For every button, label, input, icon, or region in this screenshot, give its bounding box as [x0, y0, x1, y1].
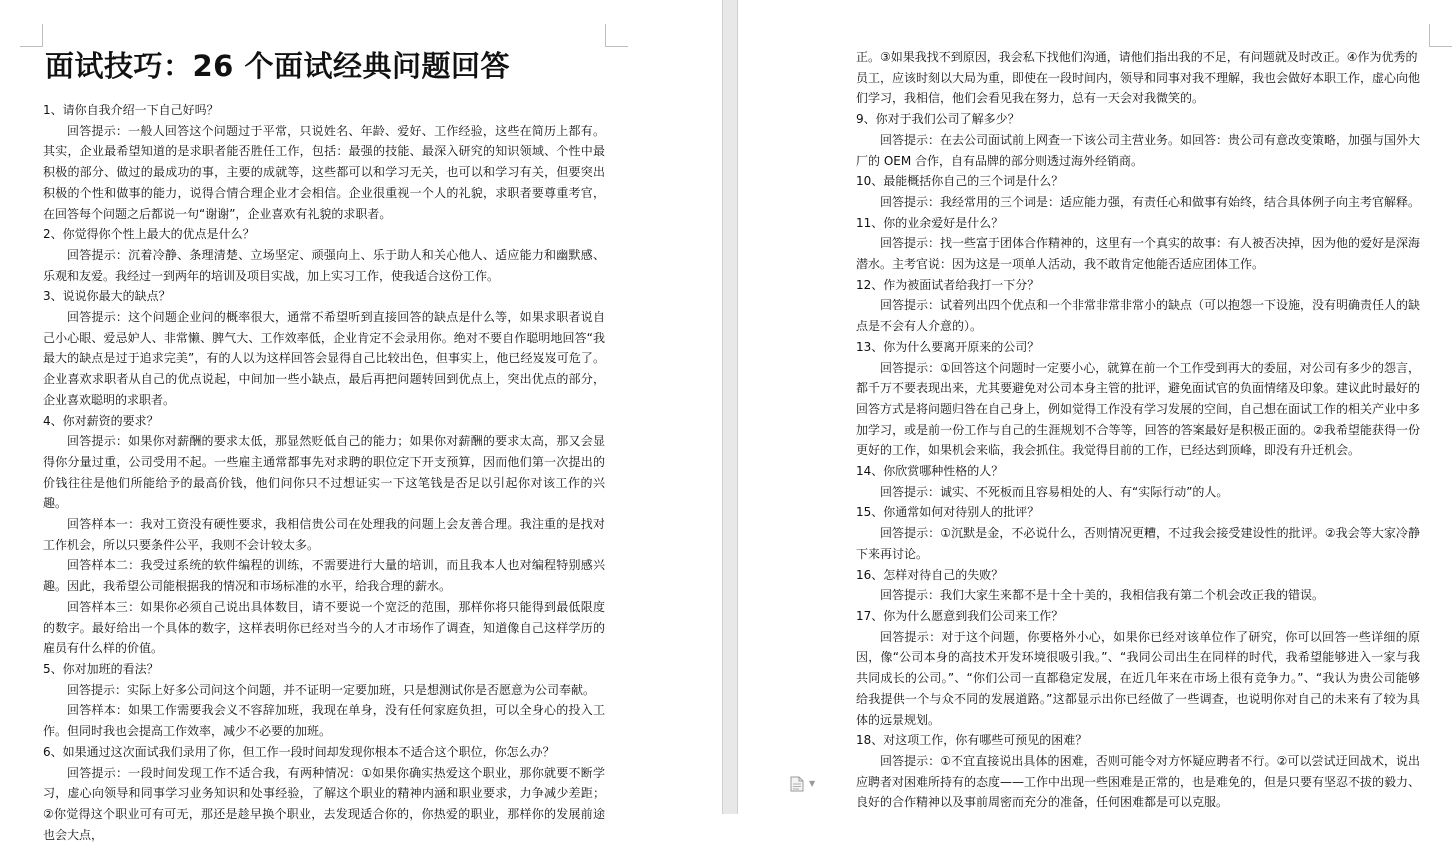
- paragraph: 回答样本三：如果你必须自己说出具体数目，请不要说一个宽泛的范围，那样你将只能得到最低限度的数字。最好给出一个具体的数字，这样表明你已经对当今的人才市场作了调查，知道像自己这样学历的雇员有什么样的价值。: [43, 597, 605, 659]
- paragraph: 回答提示：在去公司面试前上网查一下该公司主营业务。如回答：贵公司有意改变策略，加强与国外大厂的 OEM 合作，自有品牌的部分则透过海外经销商。: [856, 130, 1420, 171]
- question-heading: 5、你对加班的看法？: [43, 659, 605, 680]
- document-icon[interactable]: [790, 776, 804, 792]
- paragraph: 回答提示：一段时间发现工作不适合我，有两种情况：①如果你确实热爱这个职业，那你就要不断学习，虚心向领导和同事学习业务知识和处事经验，了解这个职业的精神内涵和职业要求，力争减少差距；②你觉得这个职业可有可无，那还是趁早换个职业，去发现适合你的，你热爱的职业，那样你的发展前途也会大点，: [43, 763, 605, 845]
- paragraph: 回答提示：一般人回答这个问题过于平常，只说姓名、年龄、爱好、工作经验，这些在简历上都有。其实，企业最希望知道的是求职者能否胜任工作，包括：最强的技能、最深入研究的知识领域、个性中最积极的部分、做过的最成功的事，主要的成就等，这些都可以和学习无关，也可以和学习有关，但要突出积极的个性和做事的能力，说得合情合理企业才会相信。企业很重视一个人的礼貌，求职者要尊重考官，在回答每个问题之后都说一句“谢谢”，企业喜欢有礼貌的求职者。: [43, 121, 605, 225]
- document-title: 面试技巧：26 个面试经典问题回答: [45, 46, 605, 86]
- question-heading: 17、你为什么愿意到我们公司来工作？: [856, 606, 1420, 627]
- question-heading: 18、对这项工作，你有哪些可预见的困难？: [856, 730, 1420, 751]
- question-heading: 6、如果通过这次面试我们录用了你，但工作一段时间却发现你根本不适合这个职位，你怎么办？: [43, 742, 605, 763]
- question-heading: 13、你为什么要离开原来的公司？: [856, 337, 1420, 358]
- paragraph: 回答提示：我经常用的三个词是：适应能力强，有责任心和做事有始终，结合具体例子向主考官解释。: [856, 192, 1420, 213]
- page-body: [43, 100, 605, 845]
- paragraph: 回答提示：①回答这个问题时一定要小心，就算在前一个工作受到再大的委屈，对公司有多少的怨言，都千万不要表现出来，尤其要避免对公司本身主管的批评，避免面试官的负面情绪及印象。建议此时最好的回答方式是将问题归咎在自己身上，例如觉得工作没有学习发展的空间，自己想在面试工作的相关产业中多加学习，或是前一份工作与自己的生涯规划不合等等，回答的答案最好是积极正面的。②我希望能获得一份更好的工作，如果机会来临，我会抓住。我觉得目前的工作，已经达到顶峰，即没有升迁机会。: [856, 358, 1420, 462]
- question-heading: 1、请你自我介绍一下自己好吗？: [43, 100, 605, 121]
- page-body: [856, 47, 1420, 813]
- paragraph: 回答提示：沉着冷静、条理清楚、立场坚定、顽强向上、乐于助人和关心他人、适应能力和幽默感、乐观和友爱。我经过一到两年的培训及项目实战，加上实习工作，使我适合这份工作。: [43, 245, 605, 286]
- paragraph: 回答提示：①不宜直接说出具体的困难，否则可能令对方怀疑应聘者不行。②可以尝试迂回战术，说出应聘者对困难所持有的态度——工作中出现一些困难是正常的，也是难免的，但是只要有坚忍不拔的毅力、良好的合作精神以及事前周密而充分的准备，任何困难都是可以克服。: [856, 751, 1420, 813]
- document-page-left: [0, 0, 722, 814]
- paragraph: 回答提示：实际上好多公司问这个问题，并不证明一定要加班，只是想测试你是否愿意为公司奉献。: [43, 680, 605, 701]
- question-heading: 10、最能概括你自己的三个词是什么？: [856, 171, 1420, 192]
- question-heading: 3、说说你最大的缺点？: [43, 286, 605, 307]
- paragraph: 回答提示：诚实、不死板而且容易相处的人、有“实际行动”的人。: [856, 482, 1420, 503]
- paragraph: 回答提示：对于这个问题，你要格外小心，如果你已经对该单位作了研究，你可以回答一些详细的原因，像“公司本身的高技术开发环境很吸引我。”、“我同公司出生在同样的时代，我希望能够进入一家与我共同成长的公司。”、“你们公司一直都稳定发展，在近几年来在市场上很有竞争力。”、“我认为贵公司能够给我提供一个与众不同的发展道路。”这都显示出你已经做了一些调查，也说明你对自己的未来有了较为具体的远景规划。: [856, 627, 1420, 731]
- page-margin-mark: [20, 24, 43, 47]
- paragraph: 回答提示：这个问题企业问的概率很大，通常不希望听到直接回答的缺点是什么等，如果求职者说自己小心眼、爱忌妒人、非常懒、脾气大、工作效率低，企业肯定不会录用你。绝对不要自作聪明地回答“我最大的缺点是过于追求完美”，有的人以为这样回答会显得自己比较出色，但事实上，他已经岌岌可危了。企业喜欢求职者从自己的优点说起，中间加一些小缺点，最后再把问题转回到优点上，突出优点的部分，企业喜欢聪明的求职者。: [43, 307, 605, 411]
- question-heading: 2、你觉得你个性上最大的优点是什么？: [43, 224, 605, 245]
- paragraph: 回答提示：如果你对薪酬的要求太低，那显然贬低自己的能力；如果你对薪酬的要求太高，那又会显得你分量过重，公司受用不起。一些雇主通常都事先对求聘的职位定下开支预算，因而他们第一次提出的价钱往往是他们所能给予的最高价钱，他们问你只不过想证实一下这笔钱是否足以引起你对该工作的兴趣。: [43, 431, 605, 514]
- page-text-area[interactable]: [856, 47, 1420, 813]
- paragraph: 正。③如果我找不到原因，我会私下找他们沟通，请他们指出我的不足，有问题就及时改正。④作为优秀的员工，应该时刻以大局为重，即使在一段时间内，领导和同事对我不理解，我也会做好本职工作，虚心向他们学习，我相信，他们会看见我在努力，总有一天会对我微笑的。: [856, 47, 1420, 109]
- paragraph: 回答提示：我们大家生来都不是十全十美的，我相信我有第二个机会改正我的错误。: [856, 585, 1420, 606]
- paragraph: 回答样本二：我受过系统的软件编程的训练，不需要进行大量的培训，而且我本人也对编程特别感兴趣。因此，我希望公司能根据我的情况和市场标准的水平，给我合理的薪水。: [43, 555, 605, 596]
- paragraph: 回答样本：如果工作需要我会义不容辞加班，我现在单身，没有任何家庭负担，可以全身心的投入工作。但同时我也会提高工作效率，减少不必要的加班。: [43, 700, 605, 741]
- page-margin-mark: [1429, 24, 1452, 47]
- chevron-down-icon[interactable]: ▼: [809, 779, 815, 788]
- paragraph: 回答提示：①沉默是金，不必说什么，否则情况更糟，不过我会接受建设性的批评。②我会等大家冷静下来再讨论。: [856, 523, 1420, 564]
- question-heading: 15、你通常如何对待别人的批评？: [856, 502, 1420, 523]
- page-margin-mark: [605, 24, 628, 47]
- question-heading: 11、你的业余爱好是什么？: [856, 213, 1420, 234]
- paragraph: 回答提示：试着列出四个优点和一个非常非常非常小的缺点（可以抱怨一下设施，没有明确责任人的缺点是不会有人介意的）。: [856, 295, 1420, 336]
- page-gap: [722, 0, 738, 814]
- question-heading: 4、你对薪资的要求？: [43, 411, 605, 432]
- question-heading: 16、怎样对待自己的失败？: [856, 565, 1420, 586]
- paragraph: 回答提示：找一些富于团体合作精神的，这里有一个真实的故事：有人被否决掉，因为他的爱好是深海潜水。主考官说：因为这是一项单人活动，我不敢肯定他能否适应团体工作。: [856, 233, 1420, 274]
- page-text-area[interactable]: [43, 46, 605, 845]
- paragraph: 回答样本一：我对工资没有硬性要求，我相信贵公司在处理我的问题上会友善合理。我注重的是找对工作机会，所以只要条件公平，我则不会计较太多。: [43, 514, 605, 555]
- question-heading: 14、你欣赏哪种性格的人？: [856, 461, 1420, 482]
- document-page-right: [738, 0, 1449, 814]
- question-heading: 12、作为被面试者给我打一下分？: [856, 275, 1420, 296]
- question-heading: 9、你对于我们公司了解多少？: [856, 109, 1420, 130]
